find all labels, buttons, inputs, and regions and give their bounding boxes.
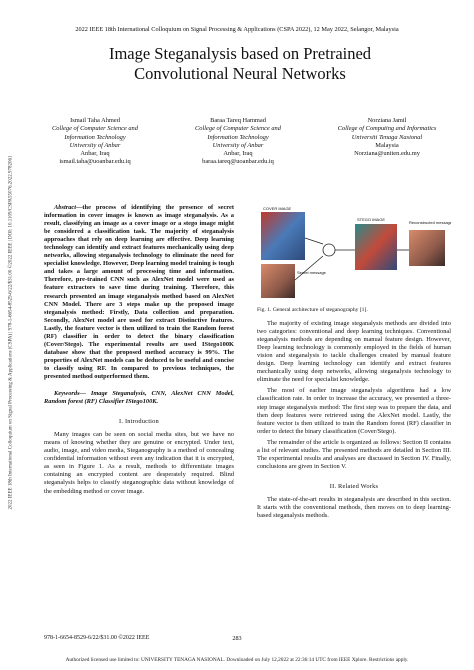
author-affiliation: College of Computer Science and [52, 125, 138, 133]
author-email: Norziana@uniten.edu.my [354, 150, 420, 158]
stego-label: STEGO IMAGE [357, 217, 386, 222]
author-2 [173, 117, 303, 167]
author-affiliation: University of Anbar [212, 141, 264, 149]
right-column [257, 204, 451, 520]
author-email: baraa.tareq@uoanbar.edu.iq [202, 158, 274, 166]
paper-title [40, 44, 440, 84]
author-name: Ismail Taha Ahmed [70, 117, 120, 124]
paragraph: The remainder of the article is organized as follows: Section II contains a list of relevant studies. The presented methods are detailed in Section III. The experimental results and analyses are discussed in Section IV. Finally, conclusions are given in Section V. [257, 438, 451, 470]
author-location: Anbar, Iraq [223, 150, 253, 158]
side-margin-doi [6, 0, 16, 670]
reconstructed-label: Reconstructed message [409, 220, 451, 225]
left-column [44, 204, 234, 496]
paragraph: The state-of-the-art results in steganalysis are described in this section. It starts with the conventional methods, then moves on to deep learning-based steganalysis methods. [257, 495, 451, 520]
footer-isbn: 978-1-6654-8529-6/22/$31.00 ©2022 IEEE [44, 635, 150, 641]
license-notice: Authorized licensed use limited to: UNIVERSITY TENAGA NASIONAL. Downloaded on July 12,2022 at 22:36:14 UTC from IEEE Xplore. Restrictions apply. [65, 657, 409, 663]
paragraph: The most of earlier image steganalysis algorithms had a low classification rate. In order to increase the accuracy, we presented a three-step image steganalysis method: The first step was to prepare the data, and then deep features were retrieved using the AlexNet model. Lastly, the feature vector is then utilized to train the Random forest (RF) classifier in order to detect the binary classification (Cover/Stego). [257, 387, 451, 435]
secret-image [261, 264, 295, 298]
author-name: Norziana Jamil [367, 117, 407, 124]
author-3 [318, 117, 456, 158]
author-affiliation: College of Computer Science and [195, 125, 281, 133]
author-location: Malaysia [375, 141, 399, 149]
keywords [44, 390, 234, 406]
keywords-lead: Keywords— [54, 390, 86, 398]
keywords-text: Image Steganalysis, CNN, AlexNet CNN Model, Random forest (RF) Classifier IStego100K. [44, 390, 234, 406]
abstract-lead: Abstract [54, 204, 77, 211]
cover-label: COVER IMAGE [263, 206, 292, 211]
cover-image [261, 212, 305, 260]
paragraph: The majority of existing image steganalysis methods are divided into two categories: conventional and deep learning techniques. Conventional steganalysis methods are depending on manual feature design. However, Deep learning technology is commonly employed in the fields of human vision and steganalysis to tackle challenges created by manual feature design. Deep learning technology can identify and extract features mechanically using deep networks, allowing steganalysis technology to eliminate the need for specialist knowledge. [257, 320, 451, 384]
abstract [44, 204, 234, 381]
author-1 [30, 117, 160, 167]
section-heading-related-works: II. Related Works [329, 482, 379, 490]
paragraph: Many images can be seen on social media sites, but we have no means of knowing whether they are genuine or encrypted. Under text, audio, image, and video media, Steganography is a method of concealing confidential information without even any indication that it is encrypted, as seen in Figure 1. As a result, methods to differentiate images containing an encrypted content are desperately required. Blind steganalysis helps to classify steganographic data without knowledge of the embedding method or cover image. [44, 431, 234, 495]
author-affiliation: Information Technology [64, 133, 126, 141]
author-affiliation: College of Computing and Informatics [337, 125, 437, 133]
abstract-text: —the process of identifying the presence of secret information in cover images is known as image steganalysis. As a result, classifying an image as a cover image or a stego image might be considered a classification task. The majority of steganalysis approaches that rely on deep learning are effective. Deep learning technology can identify and extract features mechanically using deep networks, allowing steganalysis technology to eliminate the need for specialist knowledge. However, Deep learning model training is tough and takes a large amount of processing time and information. Therefore, pre-trained CNN such as AlexNet model were used as feature extractors to save time during training. Therefore, this research presented an image steganalysis method based on AlexNet CNN Model. There are 3 steps make up the proposed image steganalysis method: Firstly, Data collection and preparation. Secondly, AlexNet model are used for extract Distinctive features. Lastly, the feature vector is then utilized to train the Random forest (RF) classifier in order to detect the binary classification (Cover/Stego). The experimental results are used IStego100K database show that the proposed method accuracy is 99%. The properties of AlexNet models can be deduced to be useful and concise to classify using RF. In compared to previous techniques, the presented method outperformed them. [44, 204, 234, 380]
title-line-1: Image Steganalysis based on Pretrained [108, 44, 372, 63]
figure-caption: Fig. 1. General architecture of steganography [1]. [257, 307, 368, 313]
side-margin-text: 2022 IEEE 18th International Colloquium on Signal Processing & Applications (CSPA) | 978-1-6654-8529-6/22/$31.00 ©2022 IEEE | DOI: 10.1109/CSPA55076.2022.9782061 [8, 155, 14, 510]
page-number: 283 [232, 635, 242, 642]
secret-label: Secret message [297, 270, 326, 275]
author-location: Anbar, Iraq [80, 150, 110, 158]
author-affiliation: Information Technology [207, 133, 269, 141]
author-affiliation: Universiti Tenaga Nasional [351, 133, 423, 141]
author-email: ismail.taha@uoanbar.edu.iq [59, 158, 131, 166]
section-heading-introduction: I. Introduction [119, 418, 159, 426]
stego-image [355, 224, 397, 270]
author-affiliation: University of Anbar [69, 141, 121, 149]
author-name: Baraa Tareq Hammad [210, 117, 266, 124]
steganography-diagram [257, 204, 451, 304]
title-line-2: Convolutional Neural Networks [134, 64, 346, 83]
figure-steganography [257, 204, 451, 304]
reconstructed-image [409, 230, 445, 266]
conference-header: 2022 IEEE 18th International Colloquium on Signal Processing & Applications (CSPA 2022), 12 May 2022, Selangor, Malaysia [75, 26, 399, 33]
embed-node [323, 244, 335, 256]
